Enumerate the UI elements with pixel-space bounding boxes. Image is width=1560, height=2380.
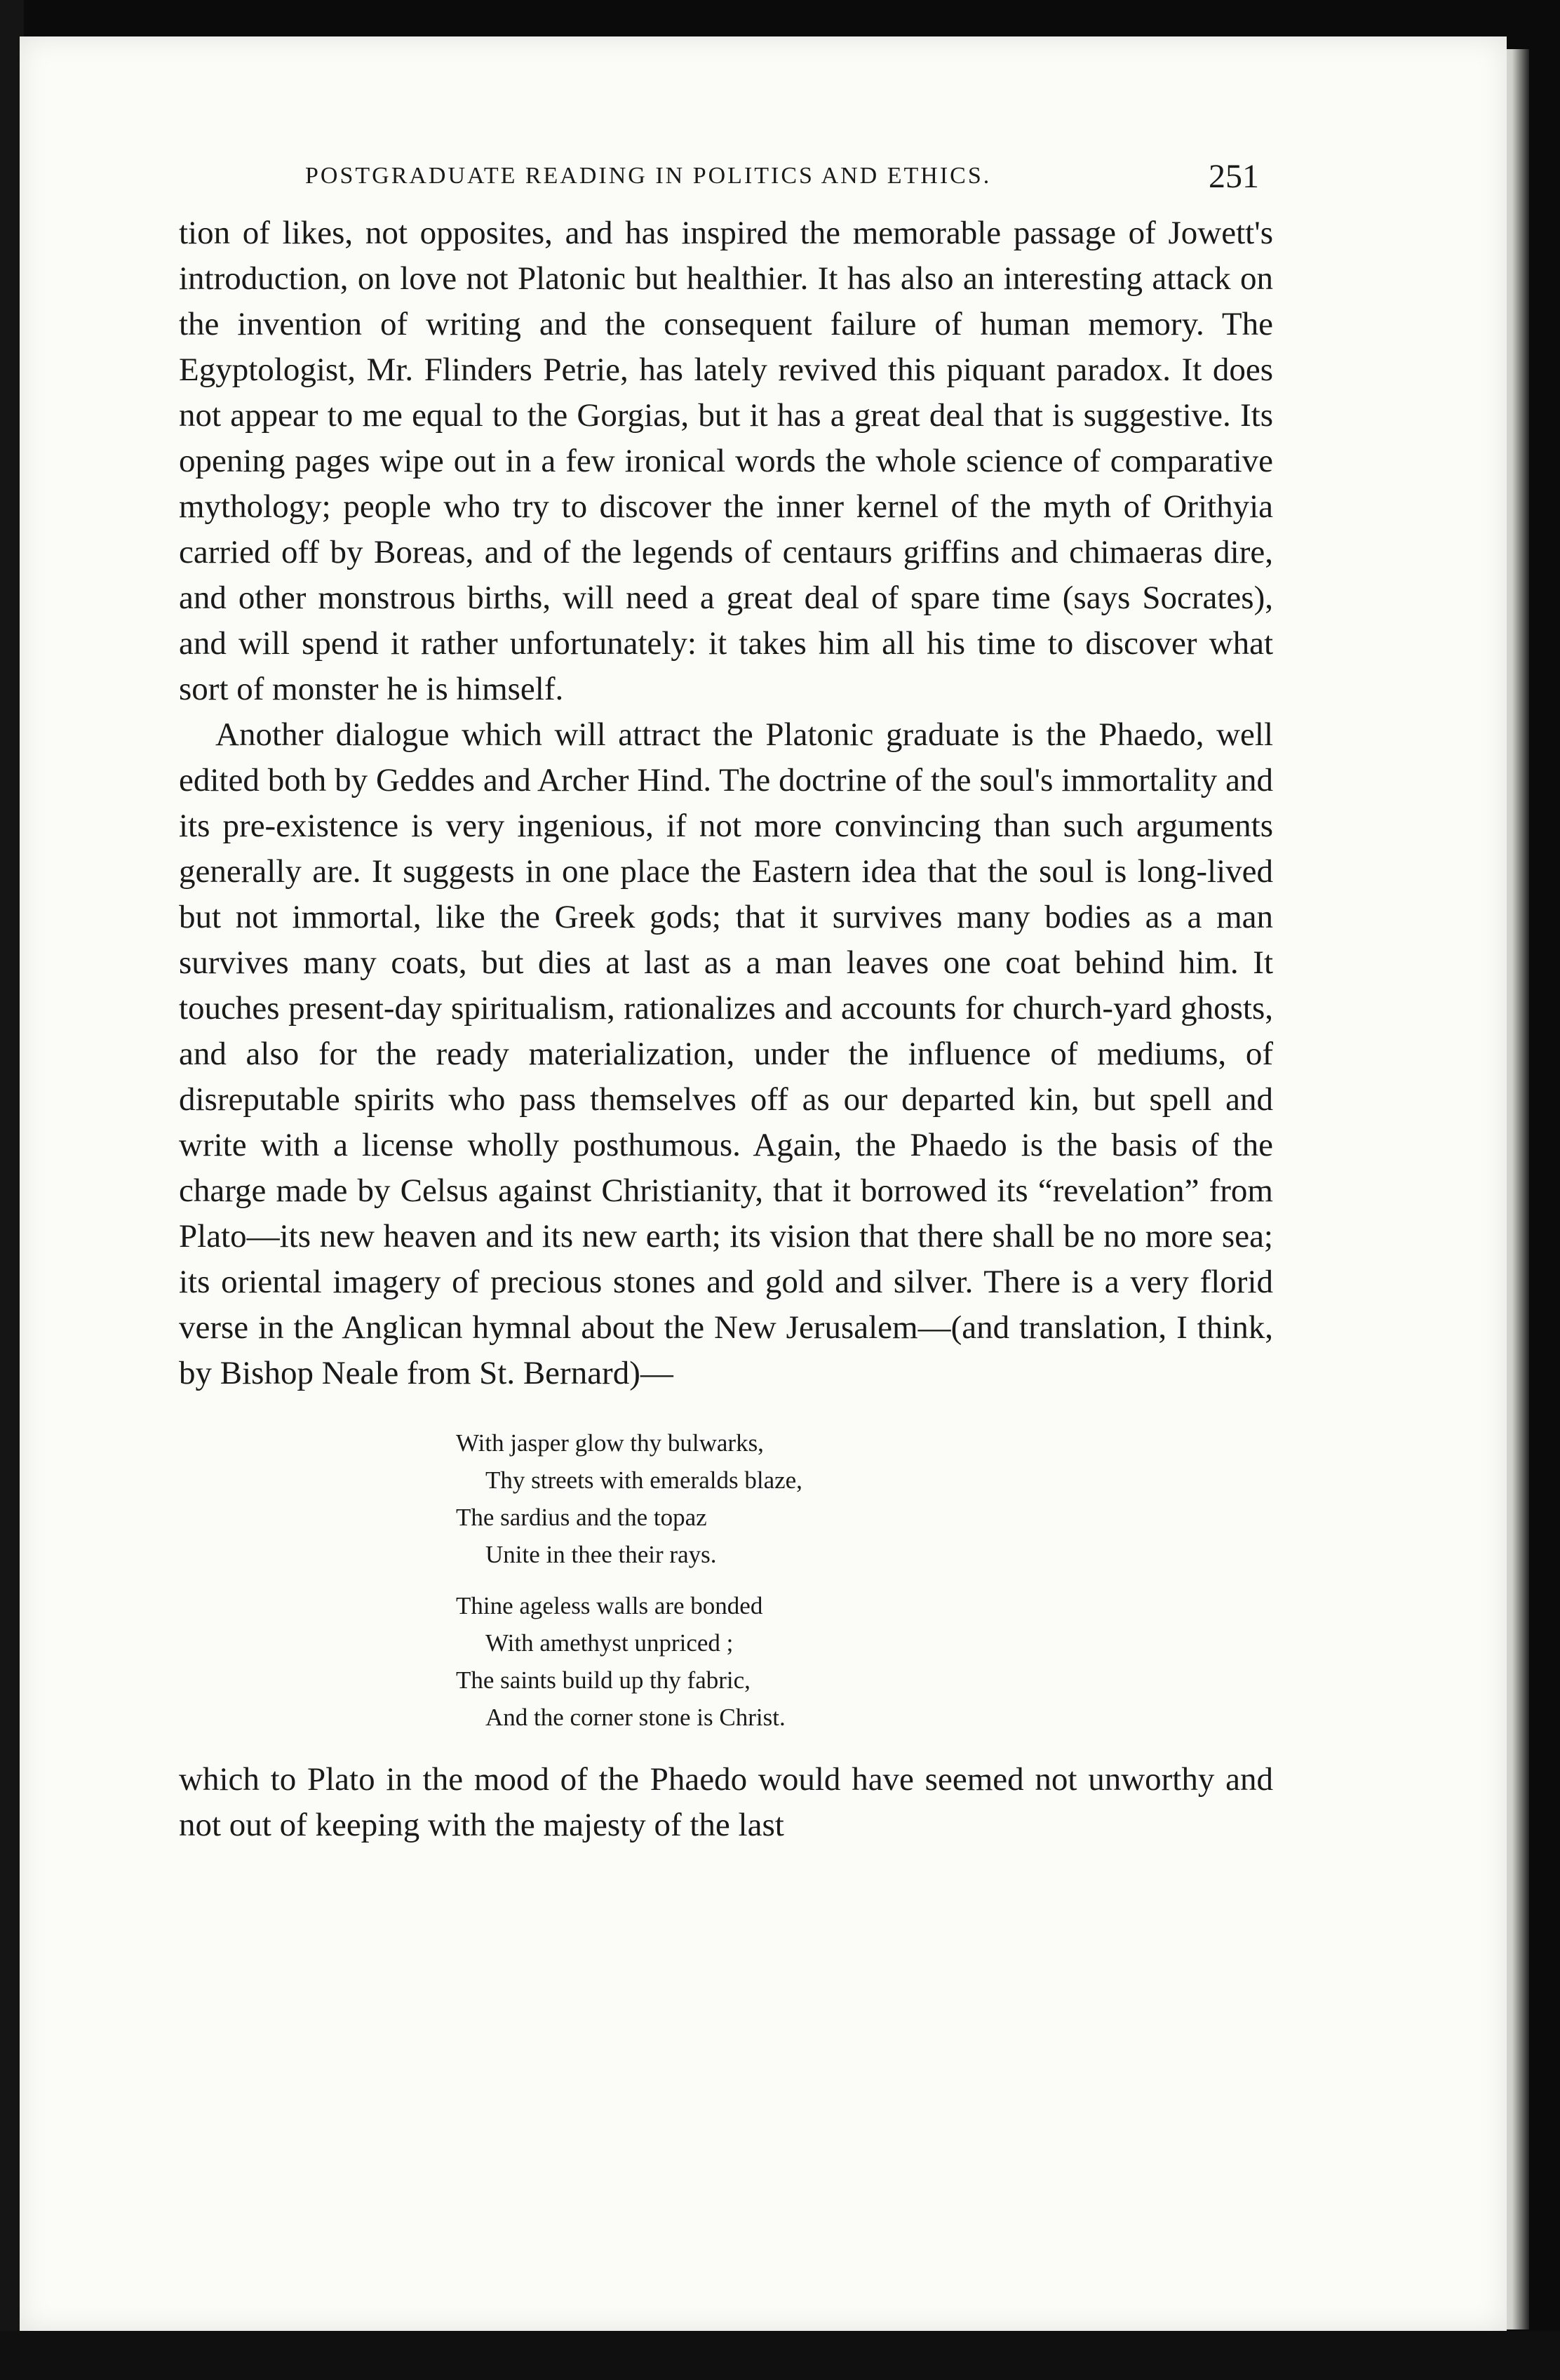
bottom-edge — [0, 2331, 1560, 2380]
poem-line: The saints build up thy fabric, — [456, 1666, 751, 1694]
page-number: 251 — [1209, 158, 1259, 195]
stanza-2 — [456, 1587, 1273, 1736]
poem-line: Thy streets with emeralds blaze, — [485, 1466, 802, 1494]
running-head — [179, 154, 1273, 210]
poem-line: With jasper glow thy bulwarks, — [456, 1429, 764, 1457]
text-block — [179, 154, 1273, 1848]
poem-line: The sardius and the topaz — [456, 1504, 707, 1531]
hymn-quotation — [456, 1424, 1273, 1736]
poem-line: Unite in thee their rays. — [485, 1541, 717, 1568]
poem-line: With amethyst unpriced ; — [485, 1629, 734, 1657]
paragraph-phaedo: Another dialogue which will attract the Platonic graduate is the Phaedo, well edited both by Geddes and Archer Hind. The doctrine of the soul's immortality and its pre-existence is very ingenious, if not more convincing than such arguments generally are. It suggests in one place the Eastern idea that the soul is long-lived but not immortal, like the Greek gods; that it survives many bodies as a man survives many coats, but dies at last as a man leaves one coat behind him. It touches present-day spiritualism, rationalizes and accounts for church-yard ghosts, and also for the ready materialization, under the influence of mediums, of disreputable spirits who pass themselves off as our departed kin, but spell and write with a license wholly posthumous. Again, the Phaedo is the basis of the charge made by Celsus against Christianity, that it borrowed its “revelation” from Plato—its new heaven and its new earth; its vision that there shall be no more sea; its oriental imagery of precious stones and gold and silver. There is a very florid verse in the Anglican hymnal about the New Jerusalem—(and translation, I think, by Bishop Neale from St. Bernard)— — [179, 716, 1273, 1391]
poem-line: And the corner stone is Christ. — [485, 1704, 786, 1731]
paragraph-continued: tion of likes, not opposites, and has inspired the memorable passage of Jowett's introduction, on love not Platonic but healthier. It has also an interesting attack on the invention of writing and the consequent failure of human memory. The Egyptologist, Mr. Flinders Petrie, has lately revived this piquant paradox. It does not appear to me equal to the Gorgias, but it has a great deal that is suggestive. Its opening pages wipe out in a few ironical words the whole science of comparative mythology; people who try to discover the inner kernel of the myth of Orithyia carried off by Boreas, and of the legends of centaurs griffins and chimaeras dire, and other monstrous births, will need a great deal of spare time (says Socrates), and will spend it rather unfortunately: it takes him all his time to discover what sort of monster he is himself. — [179, 215, 1273, 707]
paragraph-closing: which to Plato in the mood of the Phaedo would have seemed not unworthy and not out of keeping with the majesty of the last — [179, 1761, 1273, 1843]
running-title: POSTGRADUATE READING IN POLITICS AND ETHICS. — [305, 163, 992, 189]
stanza-1 — [456, 1424, 1273, 1573]
poem-line: Thine ageless walls are bonded — [456, 1592, 763, 1619]
